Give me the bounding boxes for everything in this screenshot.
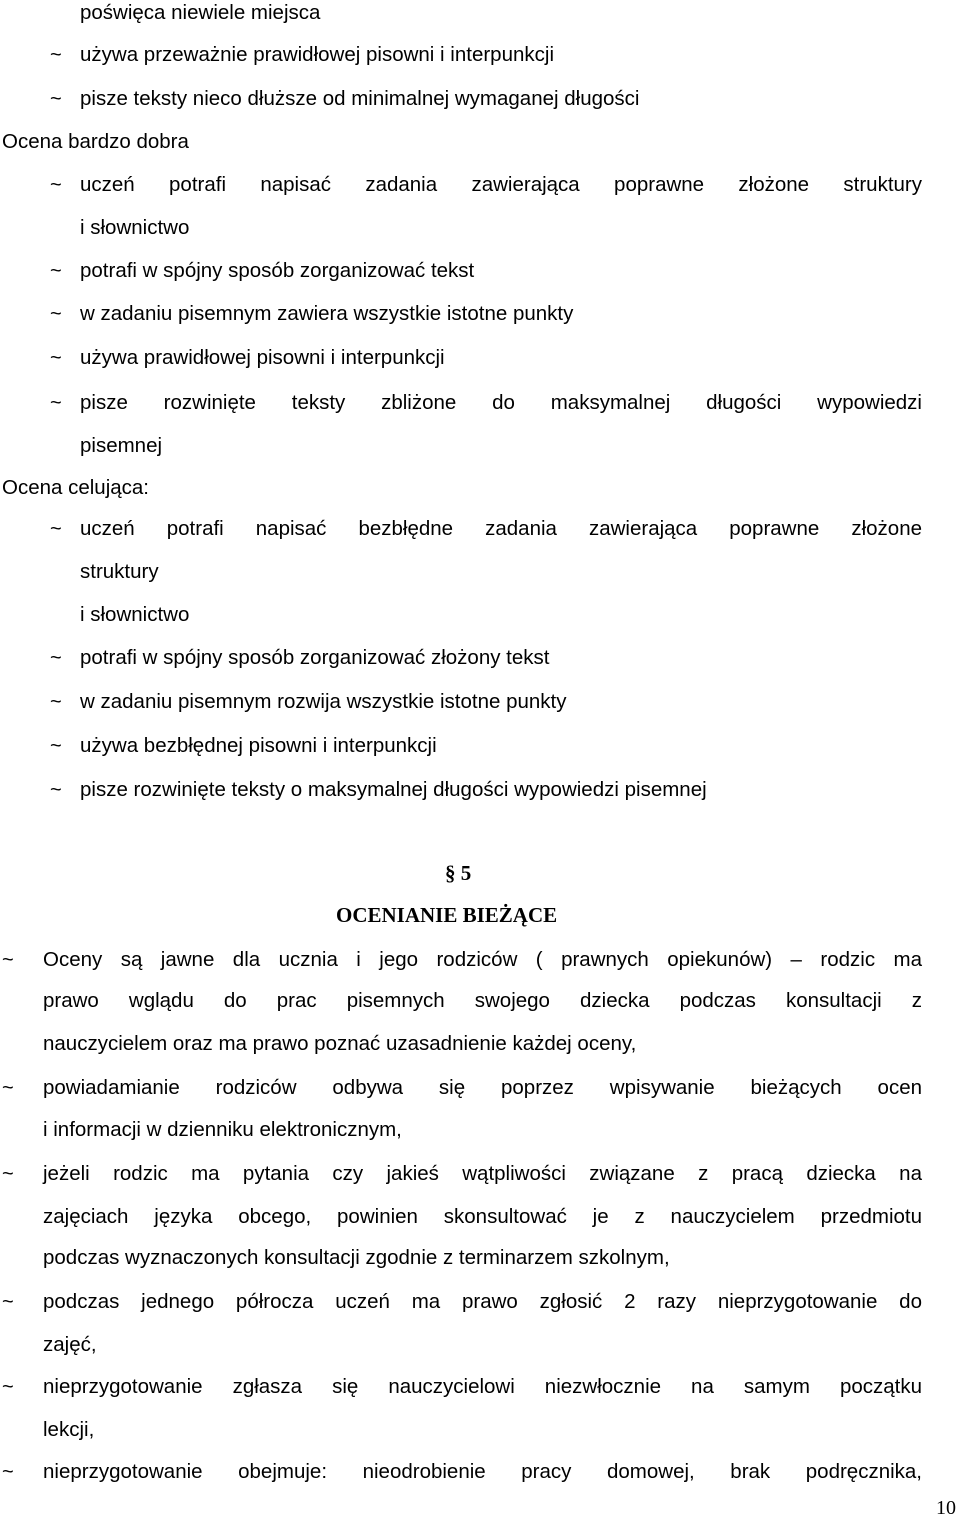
paragraph-line: powiadamianie rodziców odbywa się poprzez wpisywanie bieżących ocen [43,1076,922,1099]
bullet-icon: ~ [50,88,62,110]
bullet-icon: ~ [50,392,62,414]
paragraph-line: podczas wyznaczonych konsultacji zgodnie z terminarzem szkolnym, [43,1246,670,1269]
bullet-icon: ~ [50,647,62,669]
bullet-icon: ~ [50,735,62,757]
paragraph-line: zajęciach języka obcego, powinien skonsultować je z nauczycielem przedmiotu [43,1205,922,1228]
list-item: w zadaniu pisemnym rozwija wszystkie istotne punkty [80,690,567,713]
paragraph-line: nauczycielem oraz ma prawo poznać uzasadnienie każdej oceny, [43,1032,637,1055]
list-item: pisze teksty nieco dłuższe od minimalnej wymaganej długości [80,87,640,110]
paragraph-line: lekcji, [43,1418,95,1441]
bullet-icon: ~ [50,303,62,325]
bullet-icon: ~ [50,347,62,369]
list-item: potrafi w spójny sposób zorganizować tekst [80,259,475,282]
list-item: uczeń potrafi napisać zadania zawierająca poprawne złożone struktury [80,173,922,196]
paragraph-line: nieprzygotowanie zgłasza się nauczycielowi niezwłocznie na samym początku [43,1375,922,1398]
list-item: pisze rozwinięte teksty zbliżone do maksymalnej długości wypowiedzi [80,391,922,414]
bullet-icon: ~ [50,691,62,713]
bullet-icon: ~ [50,44,62,66]
list-item-continuation: struktury [80,560,159,583]
bullet-icon: ~ [2,1291,14,1313]
list-item: uczeń potrafi napisać bezbłędne zadania zawierająca poprawne złożone [80,517,922,540]
list-item: używa bezbłędnej pisowni i interpunkcji [80,734,437,757]
list-item: potrafi w spójny sposób zorganizować złożony tekst [80,646,550,669]
section-number: § 5 [445,861,472,885]
paragraph-line: jeżeli rodzic ma pytania czy jakieś wątpliwości związane z pracą dziecka na [43,1162,922,1185]
grade-heading: Ocena celująca: [2,476,150,499]
paragraph-line: nieprzygotowanie obejmuje: nieodrobienie pracy domowej, brak podręcznika, [43,1460,922,1483]
paragraph-line: prawo wglądu do prac pisemnych swojego dziecka podczas konsultacji z [43,989,922,1012]
bullet-icon: ~ [50,260,62,282]
bullet-icon: ~ [2,1163,14,1185]
list-item: w zadaniu pisemnym zawiera wszystkie istotne punkty [80,302,574,325]
list-item: pisze rozwinięte teksty o maksymalnej długości wypowiedzi pisemnej [80,778,707,801]
section-title: OCENIANIE BIEŻĄCE [336,903,558,927]
bullet-icon: ~ [2,1077,14,1099]
list-item-continuation: pisemnej [80,434,163,457]
bullet-icon: ~ [2,1376,14,1398]
paragraph-line: i informacji w dzienniku elektronicznym, [43,1118,402,1141]
grade-heading: Ocena bardzo dobra [2,130,189,153]
list-item: poświęca niewiele miejsca [80,1,321,24]
paragraph-line: podczas jednego półrocza uczeń ma prawo zgłosić 2 razy nieprzygotowanie do [43,1290,922,1313]
list-item-continuation: i słownictwo [80,603,190,626]
bullet-icon: ~ [50,174,62,196]
bullet-icon: ~ [2,1461,14,1483]
list-item: używa prawidłowej pisowni i interpunkcji [80,346,445,369]
bullet-icon: ~ [2,949,14,971]
paragraph-line: zajęć, [43,1333,97,1356]
bullet-icon: ~ [50,779,62,801]
list-item-continuation: i słownictwo [80,216,190,239]
list-item: używa przeważnie prawidłowej pisowni i interpunkcji [80,43,554,66]
paragraph-line: Oceny są jawne dla ucznia i jego rodziców ( prawnych opiekunów) – rodzic ma [43,948,922,971]
page-number: 10 [936,1497,956,1519]
bullet-icon: ~ [50,518,62,540]
